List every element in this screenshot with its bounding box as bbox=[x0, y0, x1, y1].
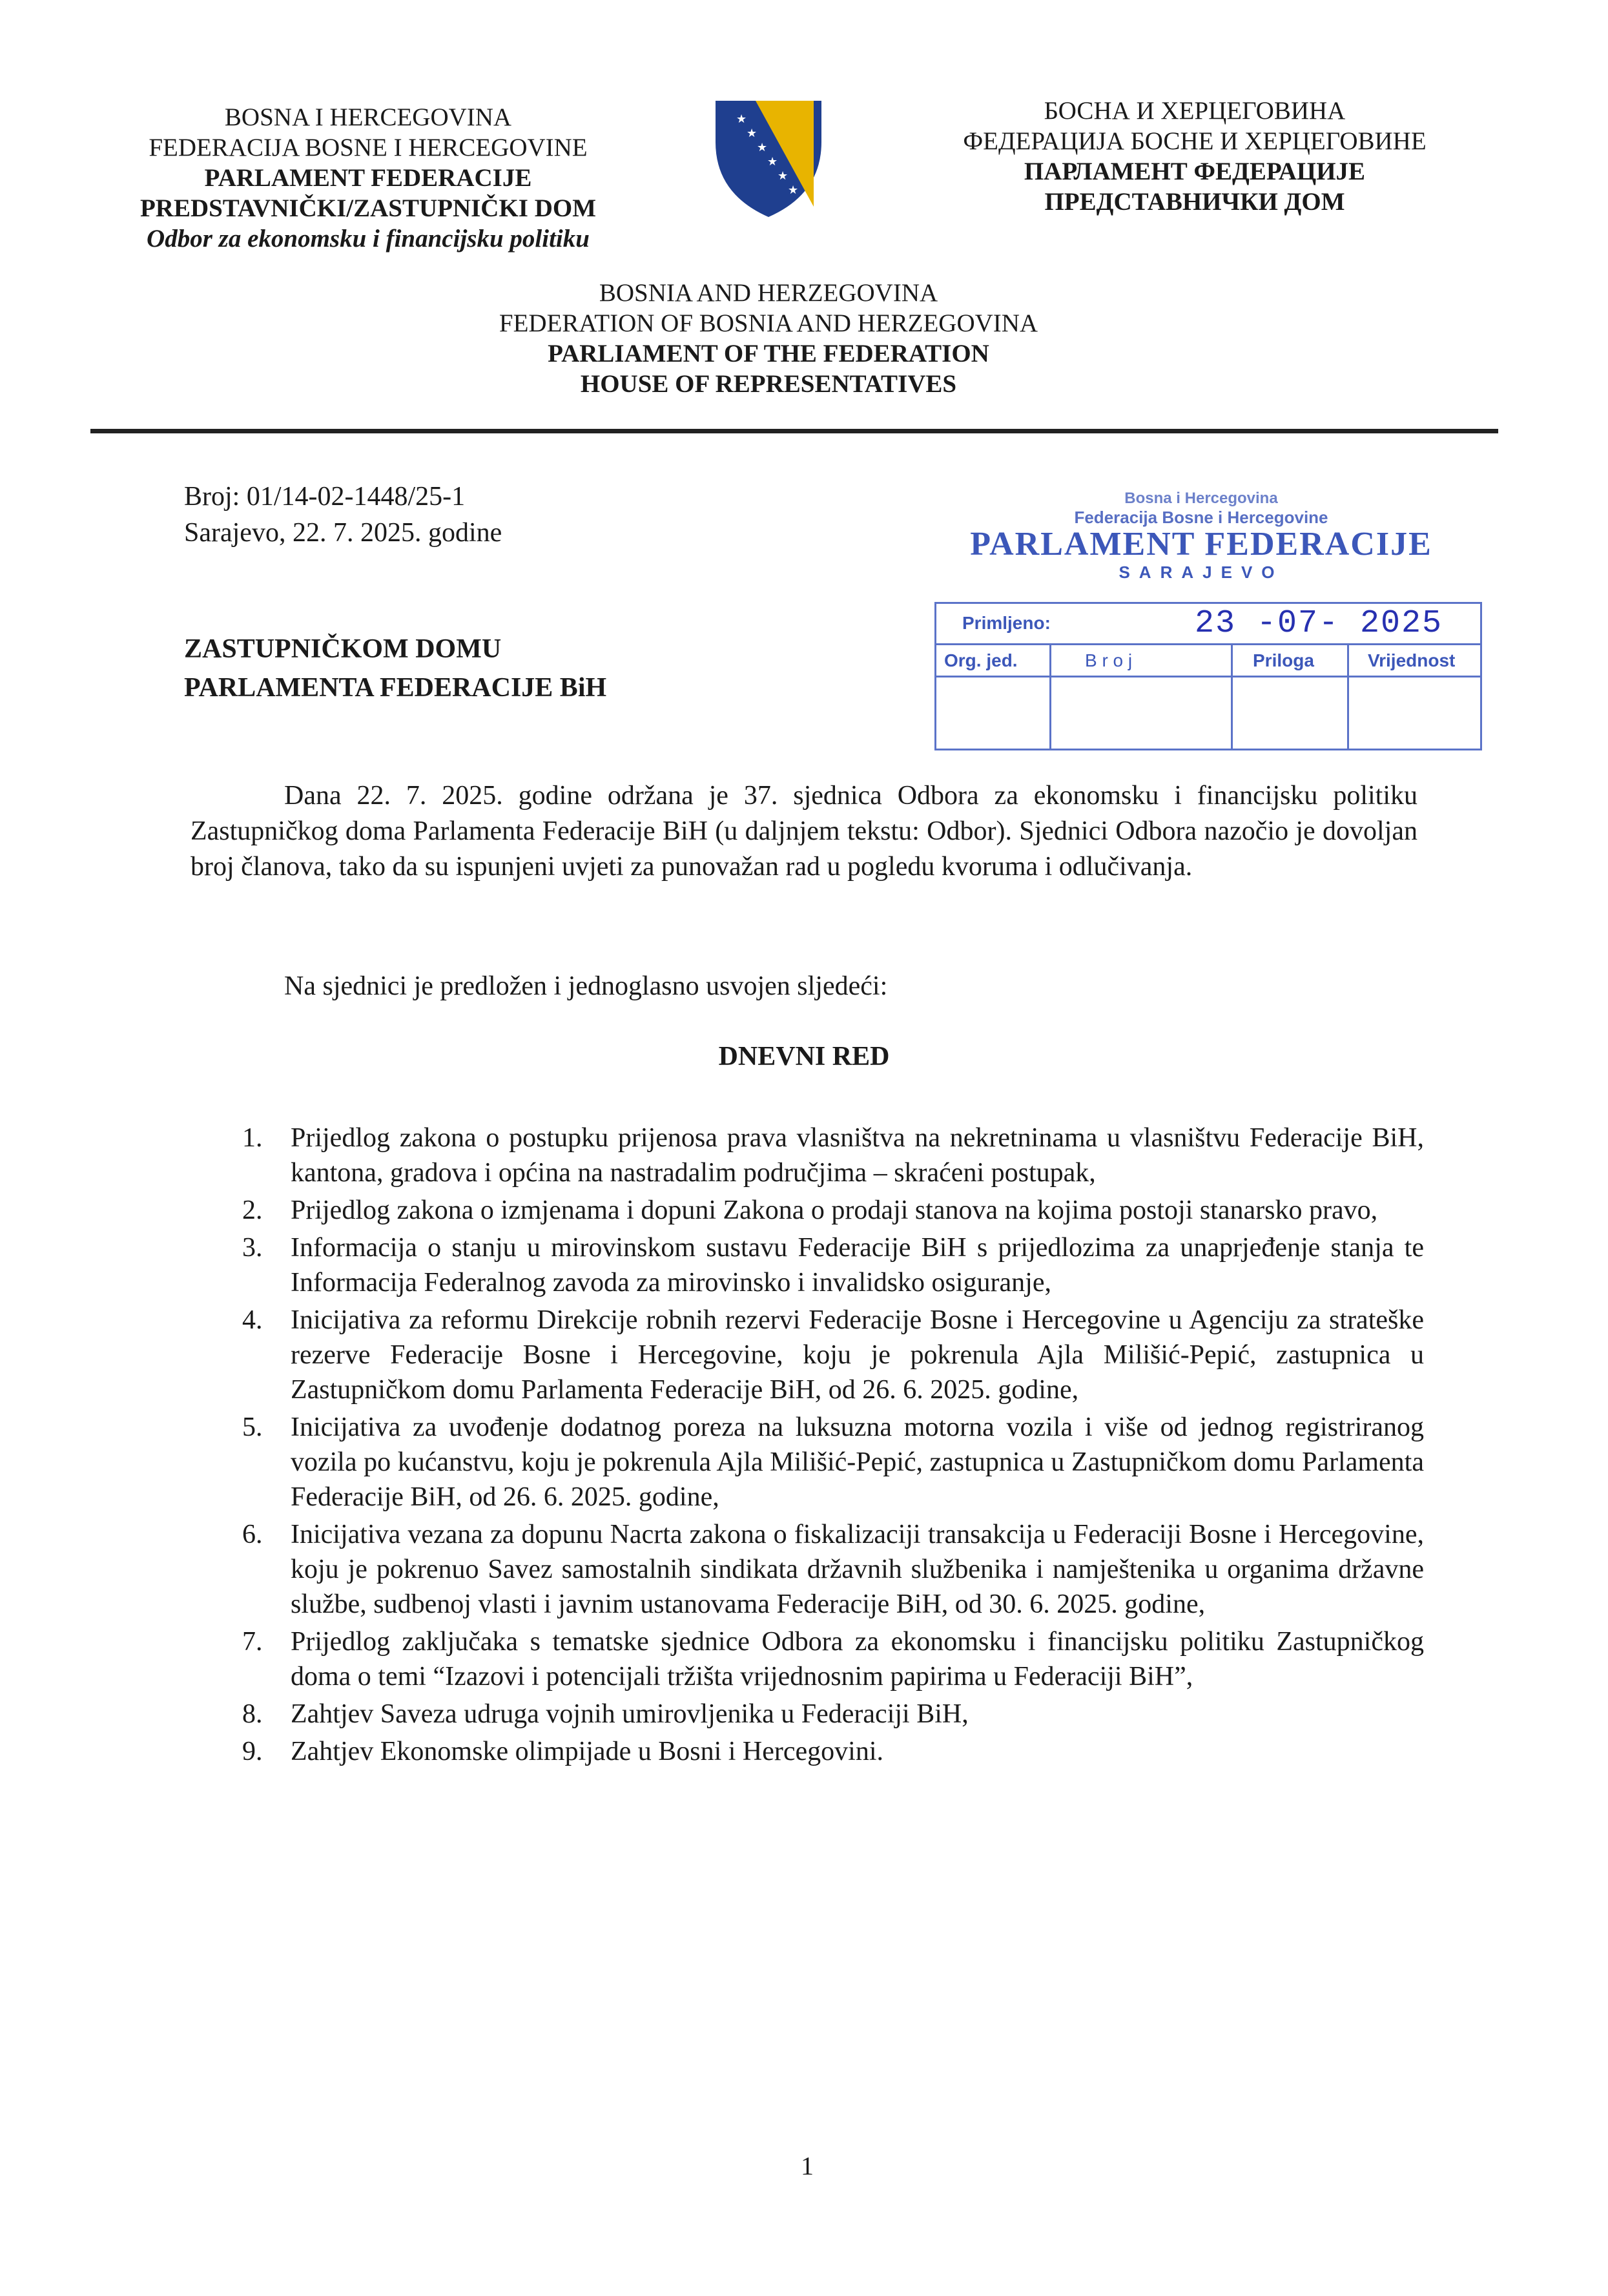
header-left-parliament: PARLAMENT FEDERACIJE bbox=[204, 164, 532, 192]
stamp-col-broj: B r o j bbox=[1085, 650, 1133, 670]
agenda-item-number: 9. bbox=[242, 1737, 263, 1766]
addressee-line1: ZASTUPNIČKOM DOMU bbox=[184, 634, 502, 664]
document-date: Sarajevo, 22. 7. 2025. godine bbox=[184, 518, 502, 548]
svg-text:★: ★ bbox=[767, 155, 778, 169]
list-item bbox=[229, 1697, 1424, 1732]
stamp-line3: PARLAMENT FEDERACIJE bbox=[970, 526, 1432, 563]
agenda-item-text: Prijedlog zakona o izmjenama i dopuni Zakona o prodaji stanova na kojima postoji stanarsko pravo, bbox=[291, 1195, 1378, 1225]
header-right-house: ПРЕДСТАВНИЧКИ ДОМ bbox=[1044, 188, 1345, 216]
list-item bbox=[229, 1517, 1424, 1622]
stamp-received-label: Primljeno: bbox=[962, 613, 1051, 633]
header-right-federation: ФЕДЕРАЦИЈА БОСНЕ И ХЕРЦЕГОВИНЕ bbox=[963, 127, 1427, 155]
coat-of-arms-icon bbox=[710, 97, 827, 220]
svg-text:★: ★ bbox=[757, 141, 768, 154]
stamp-line4: SARAJEVO bbox=[1118, 563, 1284, 582]
page-number: 1 bbox=[801, 2151, 814, 2180]
list-item bbox=[229, 1303, 1424, 1407]
list-item bbox=[229, 1410, 1424, 1515]
header-center-block bbox=[413, 278, 1124, 399]
agenda-item-text: Prijedlog zakona o postupku prijenosa prava vlasništva na nekretninama u vlasništvu Federacije BiH, kantona, gradova i općina na nastradalim područjima – skraćeni postupak, bbox=[291, 1123, 1424, 1188]
stamp-received-row bbox=[936, 604, 1480, 645]
list-item bbox=[229, 1121, 1424, 1190]
agenda-item-number: 5. bbox=[242, 1412, 263, 1442]
list-item bbox=[229, 1624, 1424, 1694]
agenda-list bbox=[229, 1121, 1424, 1772]
svg-text:★: ★ bbox=[788, 183, 799, 197]
header-divider bbox=[90, 429, 1498, 433]
agenda-item-number: 8. bbox=[242, 1699, 263, 1729]
agenda-item-number: 1. bbox=[242, 1123, 263, 1153]
stamp-line1: Bosna i Hercegovina bbox=[1124, 490, 1278, 507]
agenda-item-number: 2. bbox=[242, 1195, 263, 1225]
svg-text:★: ★ bbox=[747, 127, 758, 140]
agenda-item-text: Informacija o stanju u mirovinskom sustavu Federacije BiH s prijedlozima za unaprjeđenje stanja te Informacija Federalnog zavoda za mirovinsko i invalidsko osiguranje, bbox=[291, 1233, 1424, 1298]
header-right-country: БОСНА И ХЕРЦЕГОВИНА bbox=[1044, 97, 1346, 125]
agenda-item-number: 4. bbox=[242, 1305, 263, 1335]
agenda-item-number: 3. bbox=[242, 1233, 263, 1263]
received-stamp-header bbox=[936, 490, 1466, 583]
svg-text:★: ★ bbox=[736, 112, 747, 126]
header-left-federation: FEDERACIJA BOSNE I HERCEGOVINE bbox=[149, 134, 588, 161]
header-right-block bbox=[930, 96, 1459, 217]
addressee bbox=[184, 630, 606, 707]
agenda-item-text: Zahtjev Saveza udruga vojnih umirovljenika u Federaciji BiH, bbox=[291, 1699, 969, 1729]
stamp-col-org: Org. jed. bbox=[944, 650, 1018, 670]
stamp-divider bbox=[1049, 645, 1051, 749]
svg-text:★: ★ bbox=[778, 169, 789, 183]
received-stamp-box bbox=[934, 602, 1482, 750]
agenda-item-text: Inicijativa vezana za dopunu Nacrta zakona o fiskalizaciji transakcija u Federaciji Bosne i Hercegovine, koju je pokrenuo Savez samostalnih sindikata državnih službenika i namještenika u organima državne službe, sudbenoj vlasti i javnim ustanovama Federacije BiH, od 30. 6. 2025. godine, bbox=[291, 1520, 1424, 1619]
addressee-line2: PARLAMENTA FEDERACIJE BiH bbox=[184, 673, 607, 703]
agenda-item-text: Inicijativa za uvođenje dodatnog poreza na luksuzna motorna vozila i više od jednog registriranog vozila po kućanstvu, koju je pokrenula Ajla Milišić-Pepić, zastupnica u Zastupničkom domu Parlamenta Federacije BiH, od 26. 6. 2025. godine, bbox=[291, 1412, 1424, 1512]
header-center-house: HOUSE OF REPRESENTATIVES bbox=[580, 370, 957, 398]
document-number: Broj: 01/14-02-1448/25-1 bbox=[184, 482, 466, 512]
header-center-parliament: PARLIAMENT OF THE FEDERATION bbox=[548, 340, 989, 367]
header-center-country: BOSNIA AND HERZEGOVINA bbox=[599, 279, 938, 307]
header-left-house: PREDSTAVNIČKI/ZASTUPNIČKI DOM bbox=[139, 194, 597, 222]
adoption-paragraph: Na sjednici je predložen i jednoglasno usvojen sljedeći: bbox=[284, 971, 888, 1001]
agenda-item-text: Zahtjev Ekonomske olimpijade u Bosni i Hercegovini. bbox=[291, 1737, 883, 1766]
list-item bbox=[229, 1193, 1424, 1228]
agenda-title: DNEVNI RED bbox=[718, 1042, 890, 1071]
intro-paragraph: Dana 22. 7. 2025. godine održana je 37. sjednica Odbora za ekonomsku i financijsku politiku Zastupničkog doma Parlamenta Federacije BiH (u daljnjem tekstu: Odbor). Sjednici Odbora nazočio je dovoljan broj članova, tako da su ispunjeni uvjeti za punovažan rad u pogledu kvoruma i odlučivanja. bbox=[191, 781, 1417, 882]
header-right-parliament: ПАРЛАМЕНТ ФЕДЕРАЦИЈЕ bbox=[1024, 158, 1366, 185]
agenda-item-text: Prijedlog zaključaka s tematske sjednice Odbora za ekonomsku i financijsku politiku Zastupničkog doma o temi “Izazovi i potencijali tržišta vrijednosnim papirima u Federaciji BiH”, bbox=[291, 1627, 1424, 1691]
stamp-col-vrijednost: Vrijednost bbox=[1368, 650, 1456, 670]
header-left-block bbox=[110, 102, 626, 254]
agenda-item-text: Inicijativa za reformu Direkcije robnih rezervi Federacije Bosne i Hercegovine u Agenciju za strateške rezerve Federacije Bosne i Hercegovine, koju je pokrenula Ajla Milišić-Pepić, zastupnica u Zastupničkom domu Parlamenta Federacije BiH, od 26. 6. 2025. godine, bbox=[291, 1305, 1424, 1405]
agenda-item-number: 6. bbox=[242, 1520, 263, 1549]
agenda-item-number: 7. bbox=[242, 1627, 263, 1657]
stamp-received-date: 23 -07- 2025 bbox=[1195, 605, 1443, 642]
header-center-federation: FEDERATION OF BOSNIA AND HERZEGOVINA bbox=[499, 309, 1038, 337]
stamp-divider bbox=[1231, 645, 1233, 749]
header-left-committee: Odbor za ekonomsku i financijsku politiku bbox=[147, 225, 590, 253]
stamp-line2: Federacija Bosne i Hercegovine bbox=[1074, 508, 1328, 527]
header-left-country: BOSNA I HERCEGOVINA bbox=[224, 103, 512, 131]
stamp-divider bbox=[1347, 645, 1349, 749]
stamp-col-priloga: Priloga bbox=[1253, 650, 1314, 670]
list-item bbox=[229, 1734, 1424, 1769]
stamp-columns-row bbox=[936, 645, 1480, 677]
list-item bbox=[229, 1230, 1424, 1300]
